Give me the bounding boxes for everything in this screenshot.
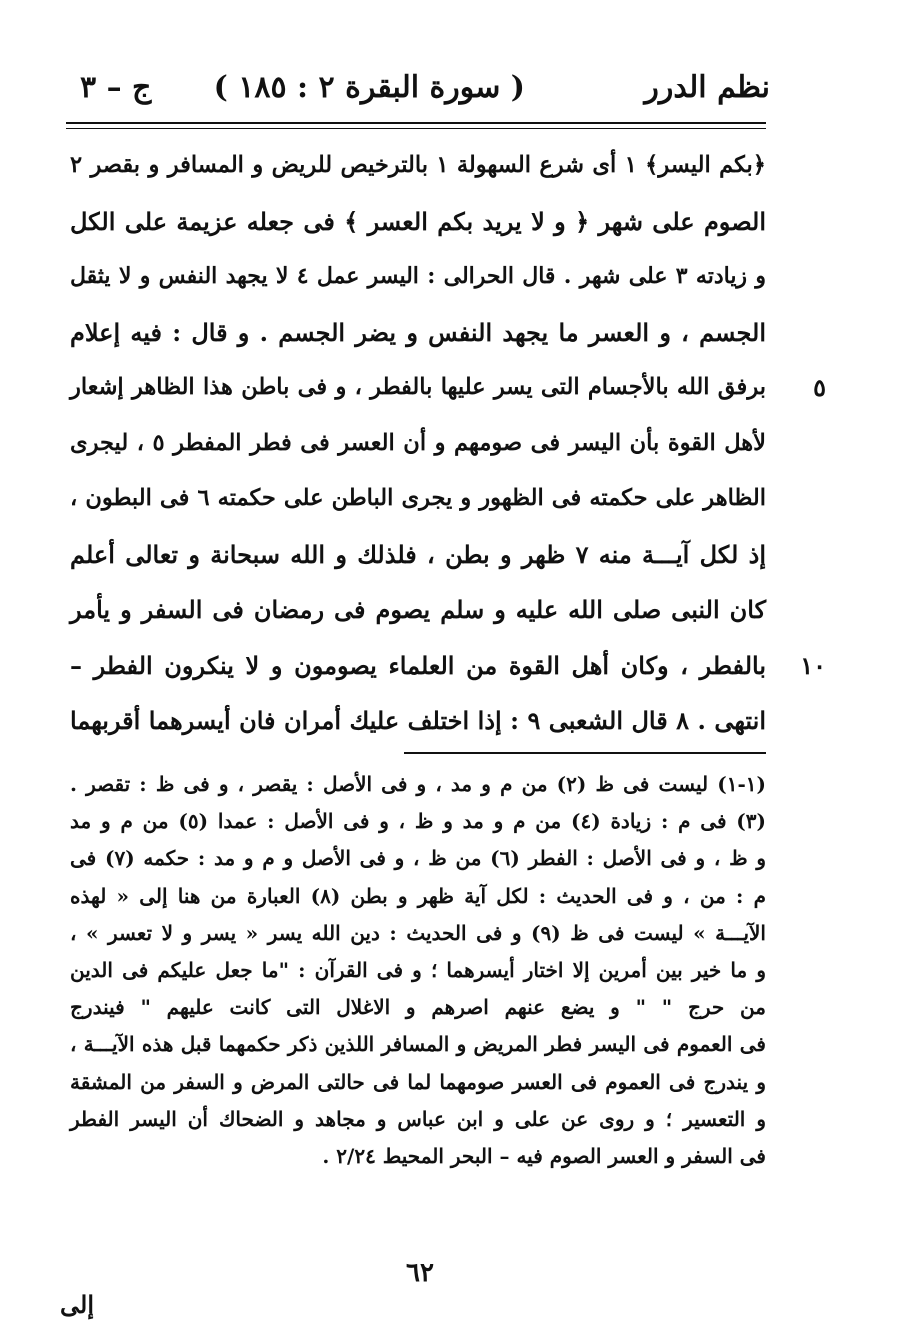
text-line: انتهى . ٨ قال الشعبى ٩ : إذا اختلف عليك أمران فان أيسرهما أقربهما xyxy=(70,706,766,735)
header-rule-thick xyxy=(66,122,766,124)
footnote-line: م : من ، و فى الحديث : لكل آية ظهر و بطن (٨) العبارة من هنا إلى « لهذه xyxy=(70,883,766,908)
text-line: الجسم ، و العسر ما يجهد النفس و يضر الجسم . و قال : فيه إعلام xyxy=(70,317,766,347)
main-text xyxy=(70,138,826,749)
footnote-line: و ظ ، و فى الأصل : الفطر (٦) من ظ ، و فى الأصل و م و مد : حكمه (٧) فى xyxy=(70,846,766,871)
footnote-line: و يندرج فى العموم فى العسر صومهما لما فى حالتى المرض و السفر من المشقة xyxy=(70,1069,766,1094)
text-line-content: بالفطر ، وكان أهل القوة من العلماء يصومون و لا ينكرون الفطر – xyxy=(70,650,766,680)
footnote-line: الآيـــة » ليست فى ظ (٩) و فى الحديث : دين الله يسر « يسر و لا تعسر » ، xyxy=(70,920,766,945)
header-rule-thin xyxy=(66,128,766,129)
footnote-line: فى السفر و العسر الصوم فيه – البحر المحيط ٢/٢٤ . xyxy=(322,1143,766,1168)
book-title: نظم الدرر xyxy=(644,70,770,105)
footnote-separator xyxy=(404,752,766,754)
catchword: إلى xyxy=(60,1290,94,1319)
text-line: الصوم على شهر ﴿ و لا يريد بكم العسر ﴾ فى جعله عزيمة على الكل xyxy=(70,206,766,236)
line-number: ٥ xyxy=(813,373,826,402)
volume-label: ج – ٣ xyxy=(80,70,152,105)
running-header xyxy=(70,70,770,120)
text-line: ﴿بكم اليسر﴾ ١ أى شرع السهولة ١ بالترخيص للريض و المسافر و بقصر ٢ xyxy=(70,152,766,178)
text-line: لأهل القوة بأن اليسر فى صومهم و أن العسر فى فطر المفطر ٥ ، ليجرى xyxy=(70,429,767,456)
footnote-line: فى العموم فى اليسر فطر المريض و المسافر اللذين ذكر حكمهما قبل هذه الآيـــة ، xyxy=(70,1032,766,1057)
text-line: كان النبى صلى الله عليه و سلم يصوم فى رمضان فى السفر و يأمر xyxy=(70,595,766,624)
footnote-line: من حرج " " و يضع عنهم اصرهم و الاغلال التى كانت عليهم " فيندرج xyxy=(70,995,766,1020)
footnote-line: و التعسير ؛ و روى عن على و ابن عباس و مجاهد و الضحاك أن اليسر الفطر xyxy=(70,1106,766,1131)
surah-reference: ( سورة البقرة ٢ : ١٨٥ ) xyxy=(213,70,525,105)
text-line: إذ لكل آيـــة منه ٧ ظهر و بطن ، فلذلك و الله سبحانة و تعالى أعلم xyxy=(70,539,767,569)
text-line-content: برفق الله بالأجسام التى يسر عليها بالفطر ، و فى باطن هذا الظاهر إشعار xyxy=(70,374,766,400)
footnote-line: و ما خير بين أمرين إلا اختار أيسرهما ؛ و فى القرآن : "ما جعل عليكم فى الدين xyxy=(70,957,766,982)
text-line: الظاهر على حكمته فى الظهور و يجرى الباطن على حكمته ٦ فى البطون ، xyxy=(70,485,766,511)
footnotes xyxy=(70,766,766,1175)
line-number: ١٠ xyxy=(800,650,826,680)
text-line-10 xyxy=(70,638,826,694)
text-line: و زيادته ٣ على شهر . قال الحرالى : اليسر عمل ٤ لا يجهد النفس و لا يثقل xyxy=(70,263,766,289)
text-line-5 xyxy=(70,360,826,416)
footnote-line: (١-١) ليست فى ظ (٢) من م و مد ، و فى الأصل : يقصر ، و فى ظ : تقصر . xyxy=(70,772,766,796)
footnote-line: (٣) فى م : زيادة (٤) من م و مد و ظ ، و فى الأصل : عمدا (٥) من م و مد xyxy=(70,809,766,834)
page-number: ٦٢ xyxy=(406,1258,434,1288)
